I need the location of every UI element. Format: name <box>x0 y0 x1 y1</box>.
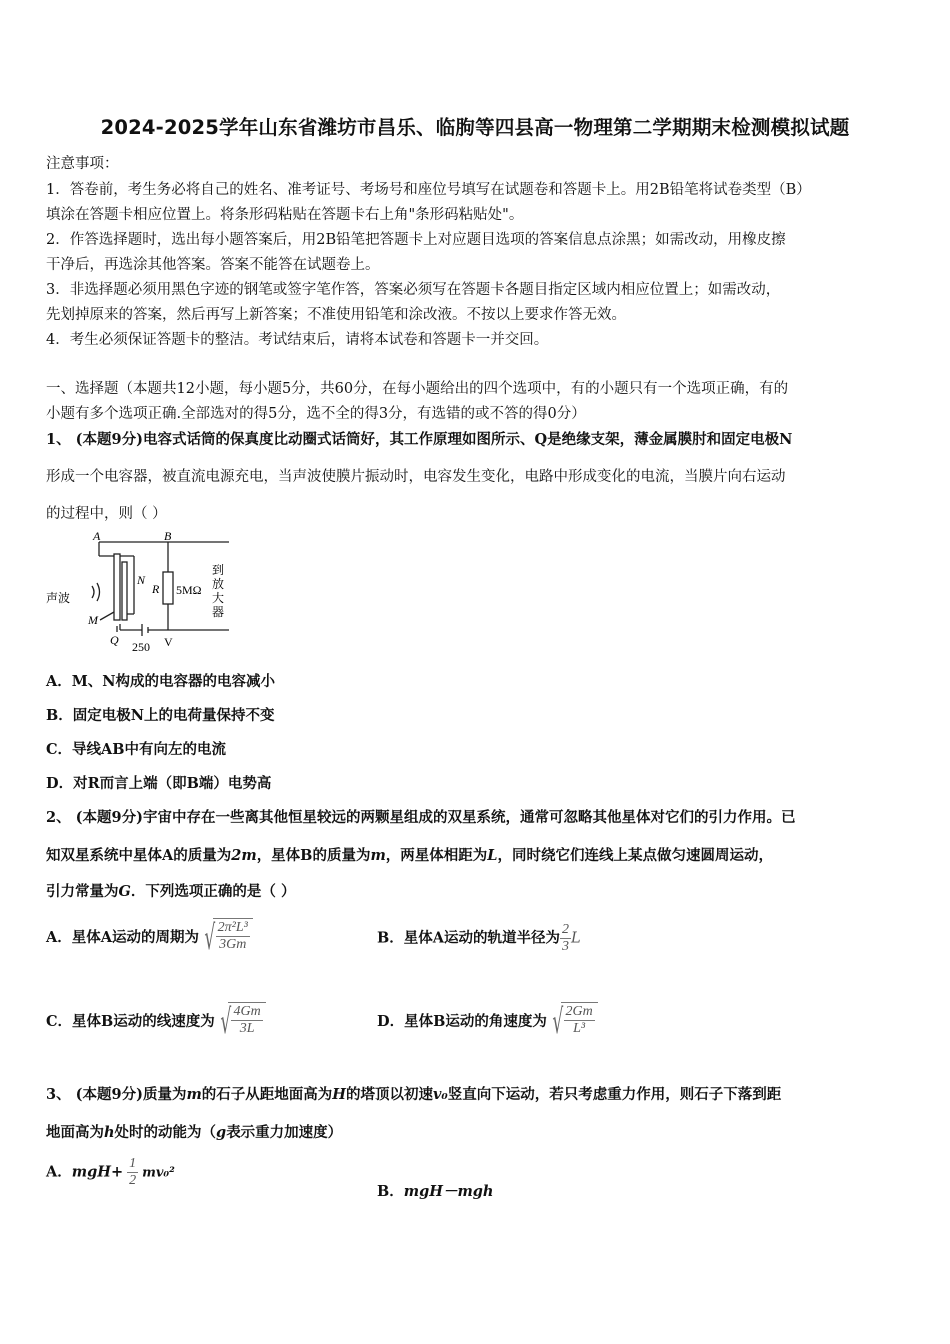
notice-line: 2．作答选择题时，选出每小题答案后，用2B铅笔把答题卡上对应题目选项的答案信息点涂黑；如需改动，用橡皮擦 <box>46 232 786 248</box>
resistor-value: 5MΩ <box>176 583 202 597</box>
label-a: A <box>93 529 101 543</box>
amp-char: 到 <box>212 563 225 577</box>
q1-circuit-figure <box>44 528 244 656</box>
q1-stem: 形成一个电容器，被直流电源充电，当声波使膜片振动时，电容发生变化，电路中形成变化的电流，当膜片向右运动 <box>46 469 786 485</box>
notice-heading: 注意事项： <box>46 156 119 172</box>
sound-label: 声波 <box>46 591 71 605</box>
page-title: 2024-2025学年山东省潍坊市昌乐、临朐等四县高一物理第二学期期末检测模拟试题 <box>100 116 850 139</box>
q2-stem: 引力常量为G．下列选项正确的是（ ） <box>46 883 296 900</box>
section-heading: 小题有多个选项正确.全部选对的得5分，选不全的得3分，有选错的或不答的得0分） <box>46 406 586 422</box>
label-n: N <box>137 573 146 587</box>
notice-line: 填涂在答题卡相应位置上。将条形码粘贴在答题卡右上角"条形码粘贴处"。 <box>46 207 524 223</box>
q2-option-b[interactable]: B．星体A运动的轨道半径为 $\frac{2}{3}$ L <box>377 922 581 955</box>
q2-stem: 2、 (本题9分)宇宙中存在一些离其他恒星较远的两颗星组成的双星系统，通常可忽略其他星体对它们的引力作用。已 <box>46 809 796 826</box>
q1-option-b[interactable]: B．固定电极N上的电荷量保持不变 <box>46 707 275 724</box>
q3-stem: 3、 (本题9分)质量为m的石子从距地面高为H的塔顶以初速v₀竖直向下运动，若只考虑重力作用，则石子下落到距 <box>46 1086 782 1103</box>
section-heading: 一、选择题（本题共12小题，每小题5分，共60分，在每小题给出的四个选项中，有的小题只有一个选项正确，有的 <box>46 381 789 397</box>
q1-option-a[interactable]: A．M、N构成的电容器的电容减小 <box>46 673 276 690</box>
q2-option-a[interactable]: A．星体A运动的周期为 √ $\frac{\text{2π²L³}}{3Gm}$ <box>46 918 253 958</box>
notice-line: 先划掉原来的答案，然后再写上新答案；不准使用铅笔和涂改液。不按以上要求作答无效。 <box>46 307 626 323</box>
label-b: B <box>164 529 172 543</box>
q1-option-c[interactable]: C．导线AB中有向左的电流 <box>46 741 227 758</box>
q1-option-d[interactable]: D．对R而言上端（即B端）电势高 <box>46 775 272 792</box>
amp-char: 器 <box>212 605 225 619</box>
q2-option-c[interactable]: C．星体B运动的线速度为 √ $\frac{4Gm}{3L}$ <box>46 1002 266 1042</box>
q3-stem: 地面高为h处时的动能为（g表示重力加速度） <box>46 1124 343 1141</box>
notice-line: 3．非选择题必须用黑色字迹的钢笔或签字笔作答，答案必须写在答题卡各题目指定区域内相应位置上；如需改动， <box>46 282 781 298</box>
amp-char: 放 <box>212 577 225 591</box>
q2-stem: 知双星系统中星体A的质量为2m，星体B的质量为m，两星体相距为L，同时绕它们连线上某点做匀速圆周运动， <box>46 847 773 864</box>
q1-stem: 的过程中，则（ ） <box>46 506 167 522</box>
notice-line: 4．考生必须保证答题卡的整洁。考试结束后，请将本试卷和答题卡一并交回。 <box>46 332 549 348</box>
voltage-value: 250 <box>132 640 150 654</box>
label-m: M <box>88 613 98 627</box>
q2-option-d[interactable]: D．星体B运动的角速度为 √ $\frac{2Gm}{\text{L³}}$ <box>377 1002 598 1042</box>
q3-option-a[interactable]: A．mgH+ $\frac{1}{2}$ mv₀² <box>46 1156 175 1189</box>
notice-line: 1．答卷前，考生务必将自己的姓名、准考证号、考场号和座位号填写在试题卷和答题卡上。用2B铅笔将试卷类型（B） <box>46 182 811 198</box>
notice-line: 干净后，再选涂其他答案。答案不能答在试题卷上。 <box>46 257 380 273</box>
label-q: Q <box>110 633 119 647</box>
amp-char: 大 <box>212 591 225 605</box>
voltage-unit: V <box>164 635 173 649</box>
q1-stem: 1、 (本题9分)电容式话筒的保真度比动圈式话筒好，其工作原理如图所示、Q是绝缘支架，薄金属膜肘和固定电极N <box>46 431 793 448</box>
q3-option-b[interactable]: B．mgH－mgh <box>377 1183 494 1200</box>
label-r: R <box>152 582 160 596</box>
